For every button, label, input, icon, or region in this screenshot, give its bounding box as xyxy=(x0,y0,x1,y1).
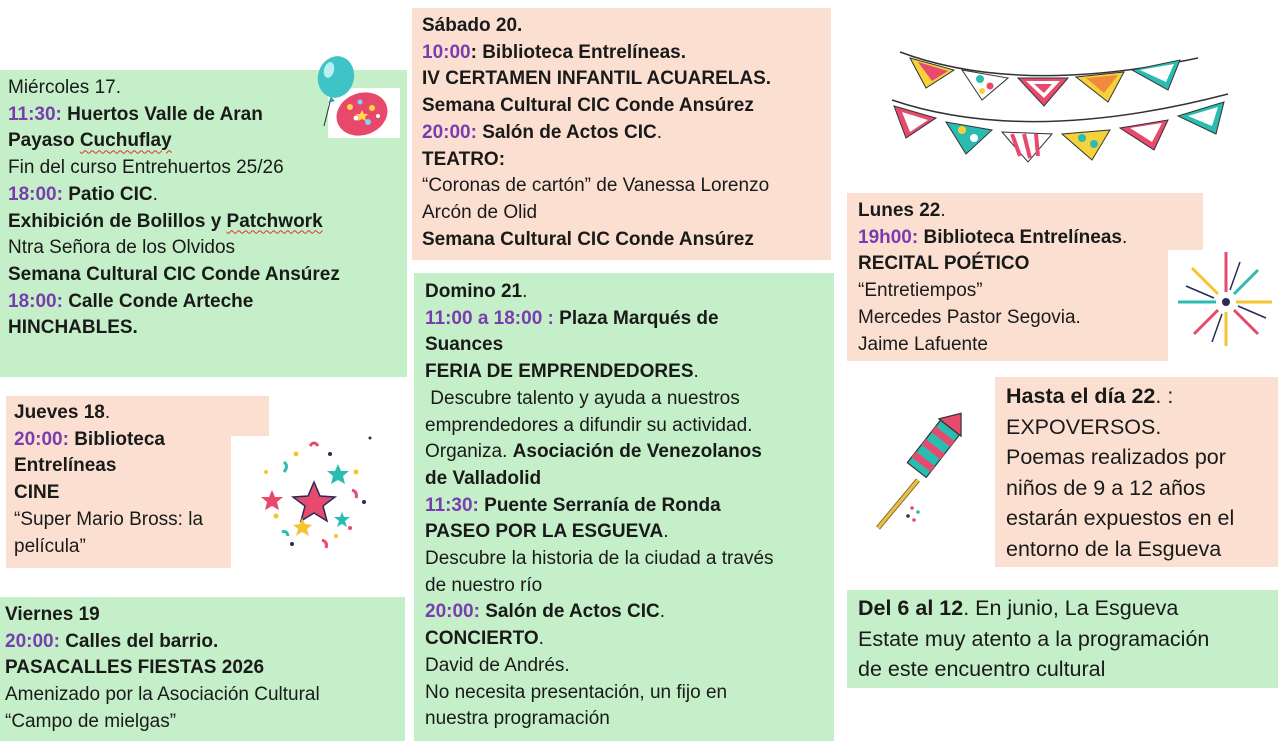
sunday-event-3: CONCIERTO xyxy=(425,628,539,650)
saturday-place-1: : Biblioteca Entrelíneas. xyxy=(470,41,687,63)
saturday-week-2: Semana Cultural CIC Conde Ansúrez xyxy=(422,228,754,250)
saturday-event-2: TEATRO: xyxy=(422,148,506,170)
monday-day: Lunes 22 xyxy=(858,200,941,221)
saturday-place-2: Salón de Actos CIC xyxy=(482,121,657,143)
wednesday-event-2: Exhibición de Bolillos y Patchwork xyxy=(8,210,323,232)
sunday-time-1: 11:00 a 18:00 : xyxy=(425,307,554,329)
sunday-event-2: PASEO POR LA ESGUEVA xyxy=(425,521,664,543)
june-text: . En junio, La Esgueva xyxy=(963,596,1179,620)
sunday-org-label: Organiza. xyxy=(425,441,513,463)
sunday-desc-1-cont: emprendedores a difundir su actividad. xyxy=(425,414,753,436)
thursday-place: Biblioteca xyxy=(74,428,166,450)
monday-event: RECITAL POÉTICO xyxy=(858,253,1030,275)
thursday-event: CINE xyxy=(14,482,60,504)
friday-event: PASACALLES FIESTAS 2026 xyxy=(5,657,265,679)
bunting-flags-icon xyxy=(878,46,1238,164)
thursday-time: 20:00: xyxy=(14,428,69,450)
sunday-desc-3: No necesita presentación, un fijo en xyxy=(425,681,728,703)
wednesday-performer: Payaso Cuchuflay xyxy=(8,130,172,152)
wednesday-event-3: HINCHABLES. xyxy=(8,317,138,339)
sunday-place-1-cont: Suances xyxy=(425,334,504,356)
thursday-content: Jueves 18. 20:00: Biblioteca Entrelíneas CINE “Super Mario Bross: la película” xyxy=(6,400,269,568)
sunday-artist: David de Andrés. xyxy=(425,654,570,676)
expo-desc-4: entorno de la Esgueva xyxy=(1006,536,1222,561)
sunday-time-3: 20:00: xyxy=(425,601,480,623)
expo-panel xyxy=(995,377,1278,567)
sunday-org-cont: de Valladolid xyxy=(425,467,542,489)
sunday-panel: Domino 21. 11:00 a 18:00 : Plaza Marqués de Suances FERIA DE EMPRENDEDORES. Descubre talento y ayuda a nuestros emprendedores a difundir su actividad. Organiza. Asociación de Venezolanos de Valladolid 11:30: Puente Serranía de Ronda PASEO POR LA ESGUEVA. Descubre la historia de la ciudad a través de nuestro río 20:00: Salón de Actos CIC. CONCIERTO. David de Andrés. No necesita presentación, un fijo en nuestra programación xyxy=(414,273,834,741)
stars-confetti-icon xyxy=(252,432,382,562)
expo-desc-3: estarán expuestos en el xyxy=(1006,506,1235,530)
saturday-week-1: Semana Cultural CIC Conde Ansúrez xyxy=(422,95,754,117)
thursday-day: Jueves 18 xyxy=(14,402,105,423)
wednesday-day: Miércoles 17. xyxy=(8,77,121,98)
sunday-event-1: FERIA DE EMPRENDEDORES xyxy=(425,361,694,383)
wednesday-week-2: Semana Cultural CIC Conde Ansúrez xyxy=(8,263,340,285)
expo-until: Hasta el día 22 xyxy=(1006,384,1156,408)
expo-name: EXPOVERSOS. xyxy=(1006,414,1162,439)
thursday-film: “Super Mario Bross: la xyxy=(14,508,204,530)
sunday-day: Domino 21 xyxy=(425,281,523,302)
saturday-time-2: 20:00: xyxy=(422,121,477,143)
wednesday-panel: Miércoles 17. 11:30: Huertos Valle de Aran Payaso Cuchuflay Fin del curso Entrehuertos 25/26 18:00: Patio CIC. Exhibición de Bolillos y Patchwork Ntra Señora de los Olvidos Semana Cultural CIC Conde Ansúrez 18:00: Calle Conde Arteche HINCHABLES. xyxy=(0,70,407,377)
saturday-panel: Sábado 20. 10:00: Biblioteca Entrelíneas. IV CERTAMEN INFANTIL ACUARELAS. Semana Cultural CIC Conde Ansúrez 20:00: Salón de Actos CIC. TEATRO: “Coronas de cartón” de Vanessa Lorenzo Arcón de Olid Semana Cultural CIC Conde Ansúrez xyxy=(412,8,831,260)
monday-poet-2: Jaime Lafuente xyxy=(858,333,988,355)
sunday-desc-2: Descubre la historia de la ciudad a través xyxy=(425,548,774,570)
friday-day: Viernes 19 xyxy=(5,604,100,625)
saturday-author: Arcón de Olid xyxy=(422,201,538,223)
june-text-2: Estate muy atento a la programación xyxy=(858,626,1210,651)
friday-desc-cont: “Campo de mielgas” xyxy=(5,710,177,732)
sunday-time-2: 11:30: xyxy=(425,494,479,516)
saturday-day: Sábado 20. xyxy=(422,15,523,36)
wednesday-note-1: Fin del curso Entrehuertos 25/26 xyxy=(8,157,284,179)
sunday-place-1: Plaza Marqués de xyxy=(559,307,719,329)
wednesday-place-2: Patio CIC xyxy=(68,183,153,205)
friday-desc: Amenizado por la Asociación Cultural xyxy=(5,684,320,706)
wednesday-time-2: 18:00: xyxy=(8,183,63,205)
saturday-play: “Coronas de cartón” de Vanessa Lorenzo xyxy=(422,175,770,197)
wednesday-time-3: 18:00: xyxy=(8,290,63,312)
wednesday-place-3: Calle Conde Arteche xyxy=(68,290,254,312)
wednesday-time-1: 11:30: xyxy=(8,103,62,125)
monday-title: “Entretiempos” xyxy=(858,280,983,302)
wednesday-place-1: Huertos Valle de Aran xyxy=(67,103,263,125)
sunday-place-3: Salón de Actos CIC xyxy=(485,601,660,623)
expo-sep: . : xyxy=(1155,384,1174,408)
thursday-place-cont: Entrelíneas xyxy=(14,455,117,477)
june-panel xyxy=(847,590,1278,688)
friday-panel xyxy=(0,597,405,741)
firework-rocket-icon xyxy=(866,404,970,532)
june-text-3: de este encuentro cultural xyxy=(858,657,1106,681)
sunday-place-2: Puente Serranía de Ronda xyxy=(484,494,721,516)
june-dates: Del 6 al 12 xyxy=(858,596,964,620)
expo-desc-2: niños de 9 a 12 años xyxy=(1006,475,1206,500)
monday-place: Biblioteca Entrelíneas xyxy=(923,226,1122,248)
sunday-desc-3-cont: nuestra programación xyxy=(425,708,610,730)
expo-desc-1: Poemas realizados por xyxy=(1006,445,1226,469)
friday-place: Calles del barrio. xyxy=(65,630,219,652)
balloons-icon xyxy=(298,52,410,144)
saturday-event-1: IV CERTAMEN INFANTIL ACUARELAS. xyxy=(422,68,772,90)
wednesday-org-2: Ntra Señora de los Olvidos xyxy=(8,237,236,259)
saturday-time-1: 10:00 xyxy=(422,41,471,63)
sunday-desc-2-cont: de nuestro río xyxy=(425,574,543,596)
monday-poet-1: Mercedes Pastor Segovia. xyxy=(858,306,1081,328)
sunday-org: Asociación de Venezolanos xyxy=(512,441,762,463)
monday-panel: Lunes 22. 19h00: Biblioteca Entrelíneas. RECITAL POÉTICO “Entretiempos” Mercedes Pastor Segovia. Jaime Lafuente xyxy=(847,193,1203,361)
firework-burst-icon xyxy=(1168,240,1280,362)
thursday-film-cont: película” xyxy=(14,535,86,557)
friday-time: 20:00: xyxy=(5,630,60,652)
sunday-desc-1: Descubre talento y ayuda a nuestros xyxy=(425,387,740,409)
monday-time: 19h00: xyxy=(858,226,919,248)
